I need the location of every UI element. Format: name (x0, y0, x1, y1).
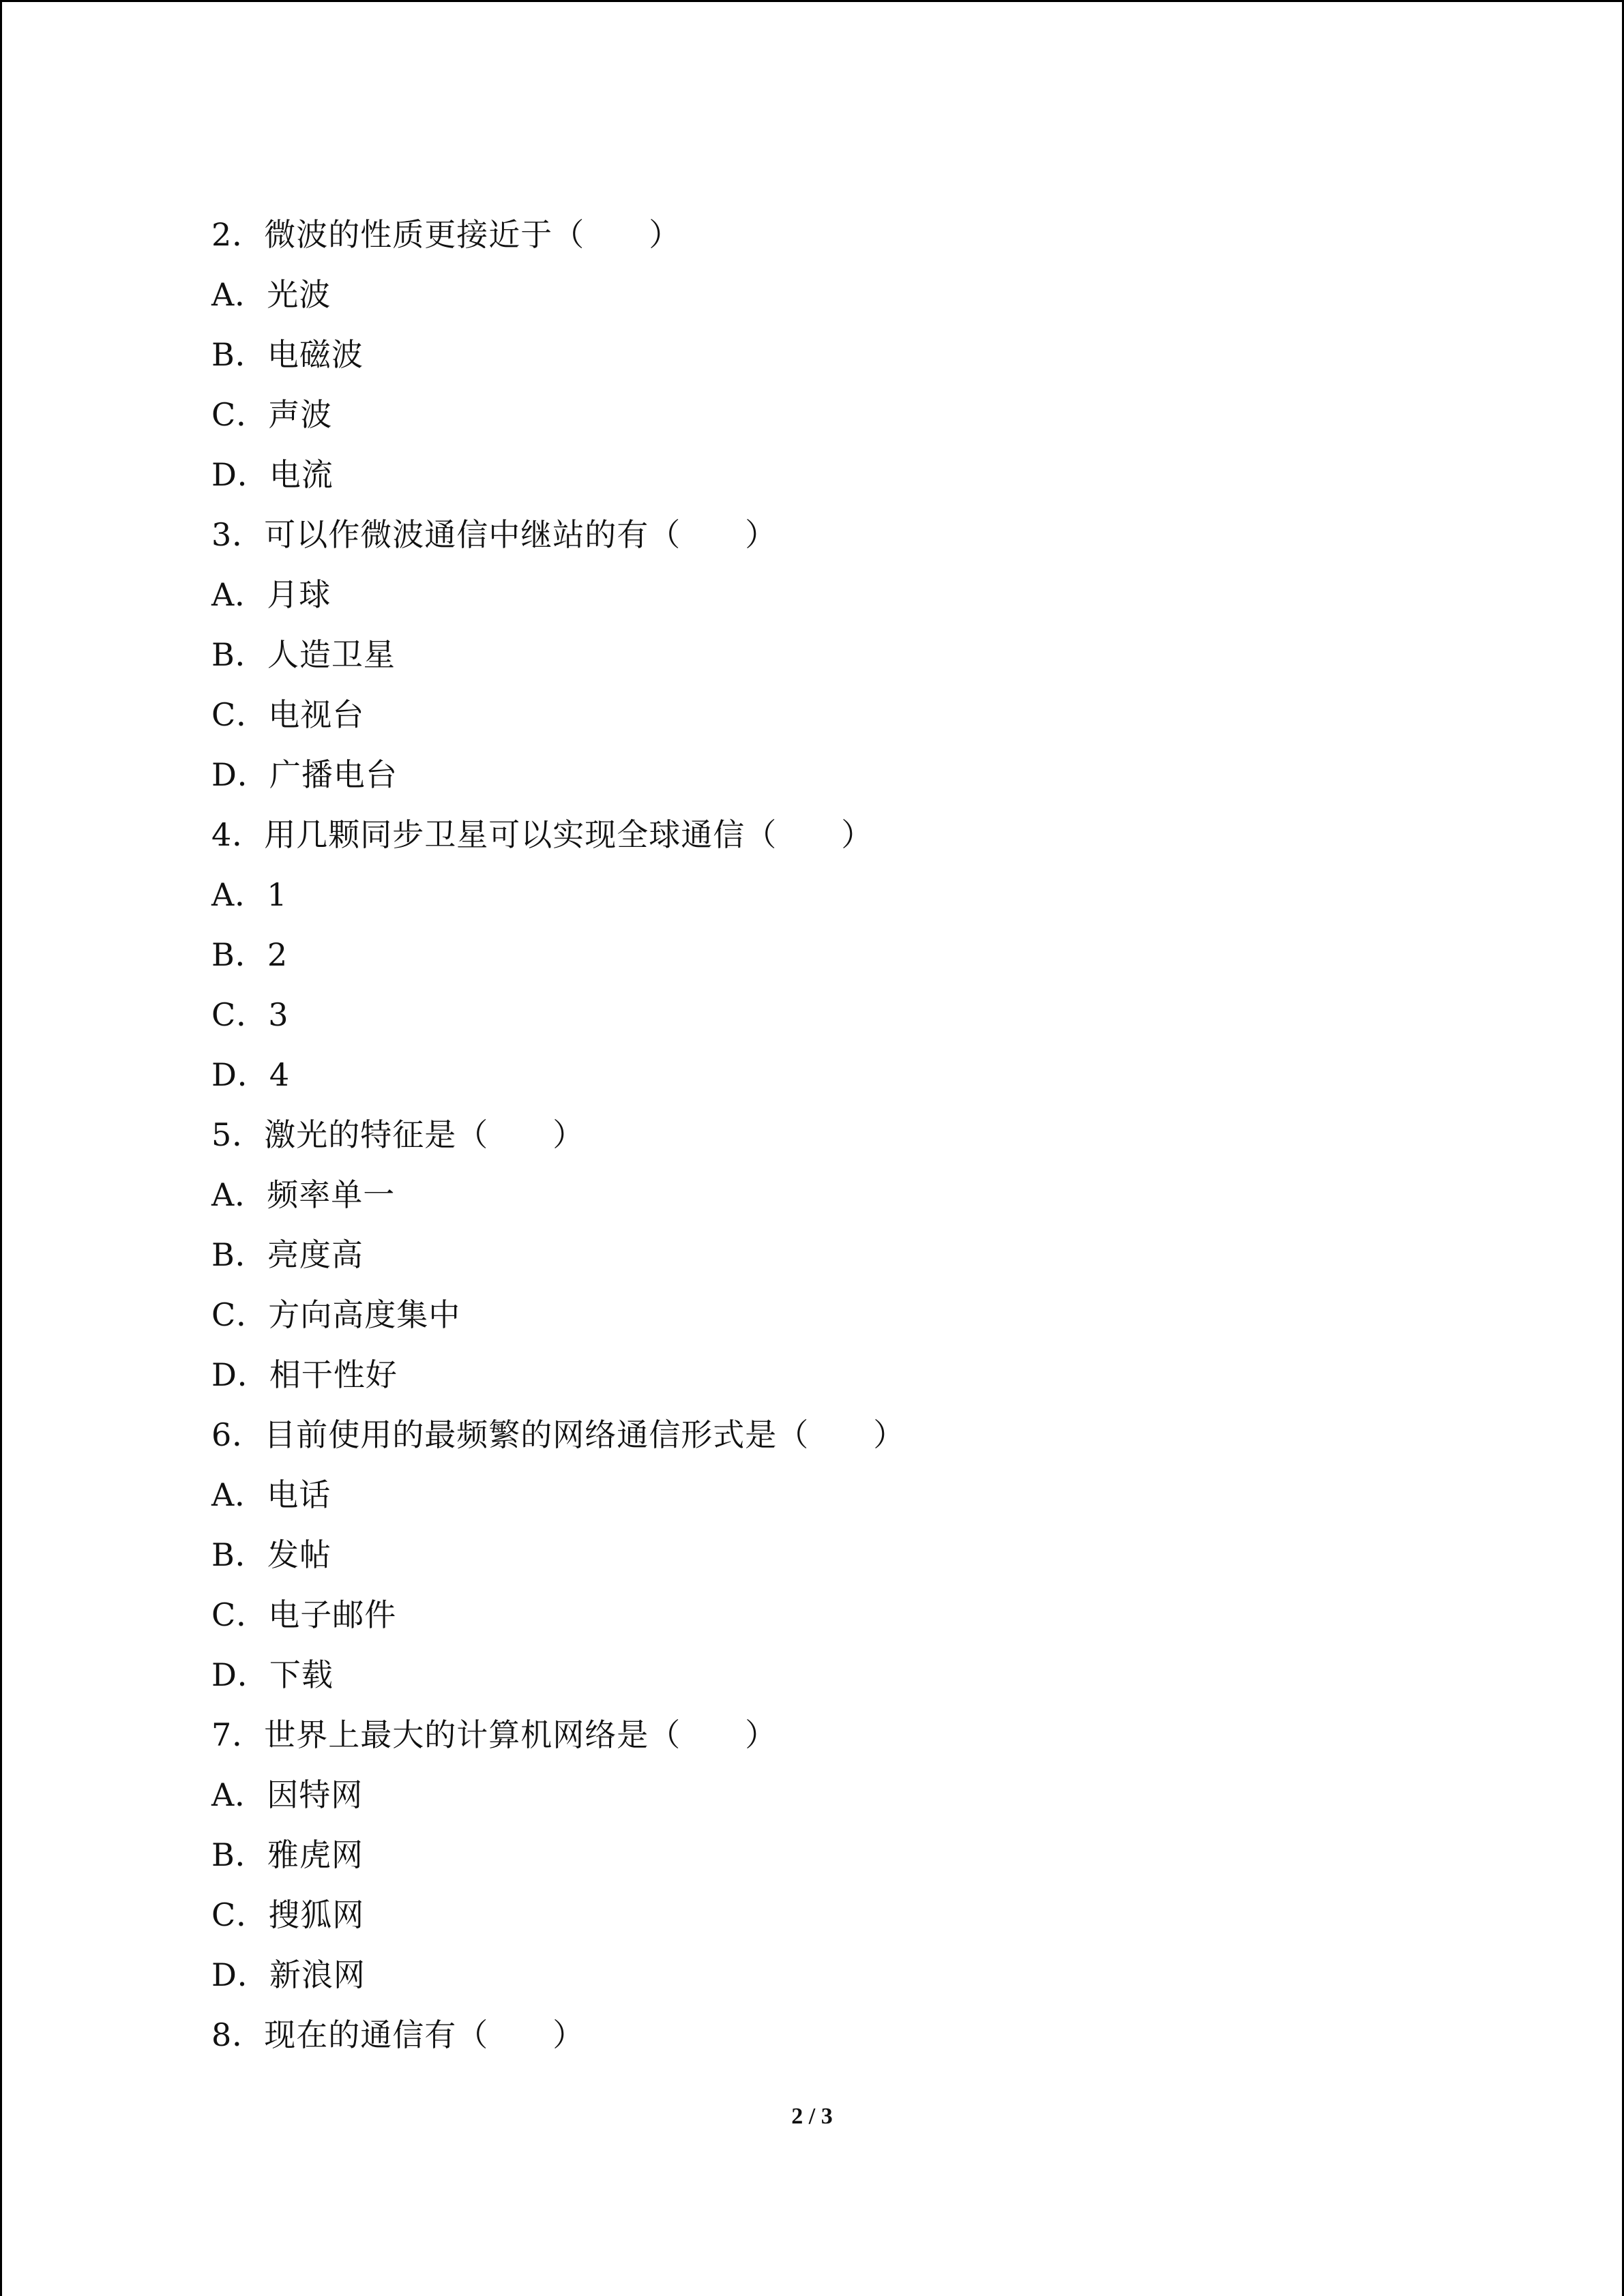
question-4 (211, 805, 1507, 865)
question-number: 6． (211, 1416, 265, 1453)
option-label: C． (211, 1896, 269, 1933)
option-text: 频率单一 (267, 1176, 396, 1213)
option-2d (211, 445, 1507, 505)
option-text: 下载 (269, 1656, 334, 1693)
option-text: 电话 (267, 1476, 331, 1513)
option-text: 4 (269, 1056, 291, 1093)
option-text: 人造卫星 (267, 636, 396, 673)
option-5d (211, 1345, 1507, 1405)
question-number: 8． (211, 2016, 265, 2053)
option-4d (211, 1045, 1507, 1105)
option-3c (211, 685, 1507, 745)
option-6b (211, 1525, 1507, 1585)
option-text: 2 (267, 936, 289, 973)
option-label: B． (211, 936, 267, 973)
option-label: C． (211, 396, 269, 433)
question-6 (211, 1405, 1507, 1465)
question-text: 现在的通信有（ ） (264, 2016, 585, 2053)
option-4c (211, 985, 1507, 1045)
question-text: 目前使用的最频繁的网络通信形式是（ ） (264, 1416, 906, 1453)
option-2a (211, 265, 1507, 325)
option-5b (211, 1225, 1507, 1285)
option-5c (211, 1285, 1507, 1345)
option-text: 电子邮件 (268, 1596, 397, 1633)
option-3d (211, 745, 1507, 805)
question-text: 可以作微波通信中继站的有（ ） (264, 516, 778, 553)
question-number: 3． (211, 516, 265, 553)
option-label: B． (211, 1236, 267, 1273)
option-label: D． (211, 1656, 269, 1693)
option-4b (211, 925, 1507, 985)
option-text: 1 (267, 876, 288, 913)
option-text: 电视台 (268, 696, 365, 733)
option-text: 方向高度集中 (268, 1296, 461, 1333)
option-6d (211, 1645, 1507, 1705)
option-label: A． (211, 1176, 267, 1213)
option-text: 新浪网 (269, 1956, 366, 1993)
option-5a (211, 1165, 1507, 1225)
question-3 (211, 505, 1507, 565)
question-text: 激光的特征是（ ） (264, 1116, 585, 1153)
option-4a (211, 865, 1507, 925)
option-text: 因特网 (267, 1776, 364, 1813)
option-text: 月球 (267, 576, 331, 613)
option-7c (211, 1885, 1507, 1945)
option-label: C． (211, 1296, 269, 1333)
option-label: A． (211, 1476, 267, 1513)
option-2b (211, 325, 1507, 385)
option-text: 发帖 (267, 1536, 331, 1573)
option-label: B． (211, 1536, 267, 1573)
option-label: C． (211, 696, 269, 733)
question-text: 微波的性质更接近于（ ） (264, 216, 681, 253)
option-label: A． (211, 876, 267, 913)
option-3b (211, 625, 1507, 685)
option-text: 声波 (268, 396, 333, 433)
option-text: 光波 (267, 276, 331, 313)
option-6c (211, 1585, 1507, 1645)
option-text: 电磁波 (267, 336, 364, 373)
question-number: 2． (211, 216, 265, 253)
question-text: 世界上最大的计算机网络是（ ） (264, 1716, 778, 1753)
question-list (211, 205, 1507, 2065)
question-5 (211, 1105, 1507, 1165)
option-6a (211, 1465, 1507, 1525)
option-text: 相干性好 (269, 1356, 398, 1393)
option-text: 亮度高 (267, 1236, 364, 1273)
question-8 (211, 2005, 1507, 2065)
option-7a (211, 1765, 1507, 1825)
option-text: 搜狐网 (268, 1896, 365, 1933)
option-text: 电流 (269, 456, 334, 493)
option-text: 3 (268, 996, 289, 1033)
option-label: D． (211, 1956, 269, 1993)
question-number: 5． (211, 1116, 265, 1153)
question-number: 7． (211, 1716, 265, 1753)
option-label: A． (211, 1776, 267, 1813)
option-label: D． (211, 756, 269, 793)
question-7 (211, 1705, 1507, 1765)
option-label: A． (211, 276, 267, 313)
option-label: B． (211, 1836, 267, 1873)
option-2c (211, 385, 1507, 445)
option-3a (211, 565, 1507, 625)
option-text: 雅虎网 (267, 1836, 364, 1873)
option-7b (211, 1825, 1507, 1885)
page-number: 2 / 3 (791, 2104, 833, 2129)
option-label: B． (211, 336, 267, 373)
option-label: B． (211, 636, 267, 673)
option-label: D． (211, 456, 269, 493)
question-number: 4． (211, 816, 265, 853)
option-7d (211, 1945, 1507, 2005)
option-label: D． (211, 1056, 269, 1093)
question-2 (211, 205, 1507, 265)
option-label: A． (211, 576, 267, 613)
option-text: 广播电台 (269, 756, 398, 793)
option-label: D． (211, 1356, 269, 1393)
option-label: C． (211, 1596, 269, 1633)
option-label: C． (211, 996, 269, 1033)
question-text: 用几颗同步卫星可以实现全球通信（ ） (264, 816, 874, 853)
